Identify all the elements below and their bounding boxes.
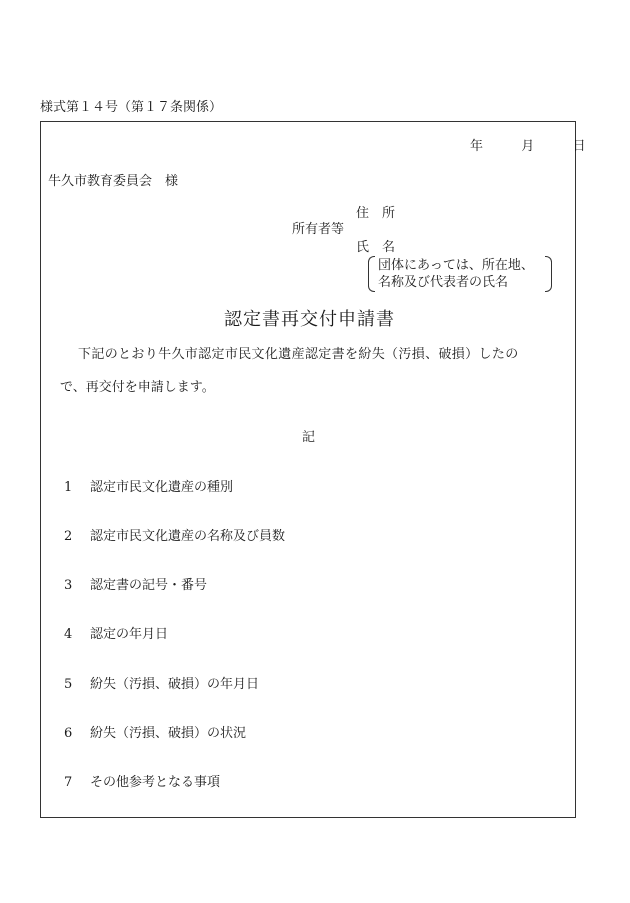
- item-number: 4: [64, 627, 73, 642]
- form-number-label: 様式第１４号（第１７条関係）: [40, 100, 223, 115]
- item-number: 1: [64, 480, 73, 495]
- list-item: [64, 727, 246, 740]
- list-item: [64, 628, 168, 641]
- item-text: 紛失（汚損、破損）の年月日: [90, 677, 260, 692]
- note-line-1: 団体にあっては、所在地、: [378, 258, 534, 273]
- item-text: 認定市民文化遺産の名称及び員数: [90, 529, 286, 544]
- right-bracket: [545, 256, 552, 292]
- list-item: [64, 776, 220, 789]
- address-label: 住 所: [356, 206, 396, 221]
- item-text: その他参考となる事項: [90, 775, 221, 790]
- body-text-line-2: で、再交付を申請します。: [60, 380, 215, 395]
- item-text: 紛失（汚損、破損）の状況: [90, 726, 247, 741]
- item-text: 認定書の記号・番号: [90, 578, 208, 593]
- document-title: 認定書再交付申請書: [224, 309, 395, 330]
- owner-label: 所有者等: [292, 222, 345, 237]
- date-line: [470, 140, 586, 153]
- left-bracket: [368, 256, 375, 292]
- date-month: 月: [521, 139, 535, 154]
- addressee: 牛久市教育委員会 様: [48, 174, 179, 189]
- note-line-2: 名称及び代表者の氏名: [378, 275, 509, 290]
- date-year: 年: [470, 139, 484, 154]
- list-item: [64, 481, 233, 494]
- item-number: 2: [64, 529, 73, 544]
- item-number: 6: [64, 726, 73, 741]
- date-day: 日: [572, 139, 586, 154]
- list-item: [64, 678, 259, 691]
- ki-heading: 記: [302, 430, 316, 445]
- list-item: [64, 530, 285, 543]
- item-number: 5: [64, 677, 73, 692]
- organization-note: [368, 256, 552, 292]
- item-text: 認定の年月日: [90, 627, 169, 642]
- item-text: 認定市民文化遺産の種別: [90, 480, 234, 495]
- name-label: 氏 名: [356, 240, 396, 255]
- list-item: [64, 579, 207, 592]
- body-text-line-1: 下記のとおり牛久市認定市民文化遺産認定書を紛失（汚損、破損）したの: [78, 347, 519, 362]
- item-number: 3: [64, 578, 73, 593]
- item-number: 7: [64, 775, 73, 790]
